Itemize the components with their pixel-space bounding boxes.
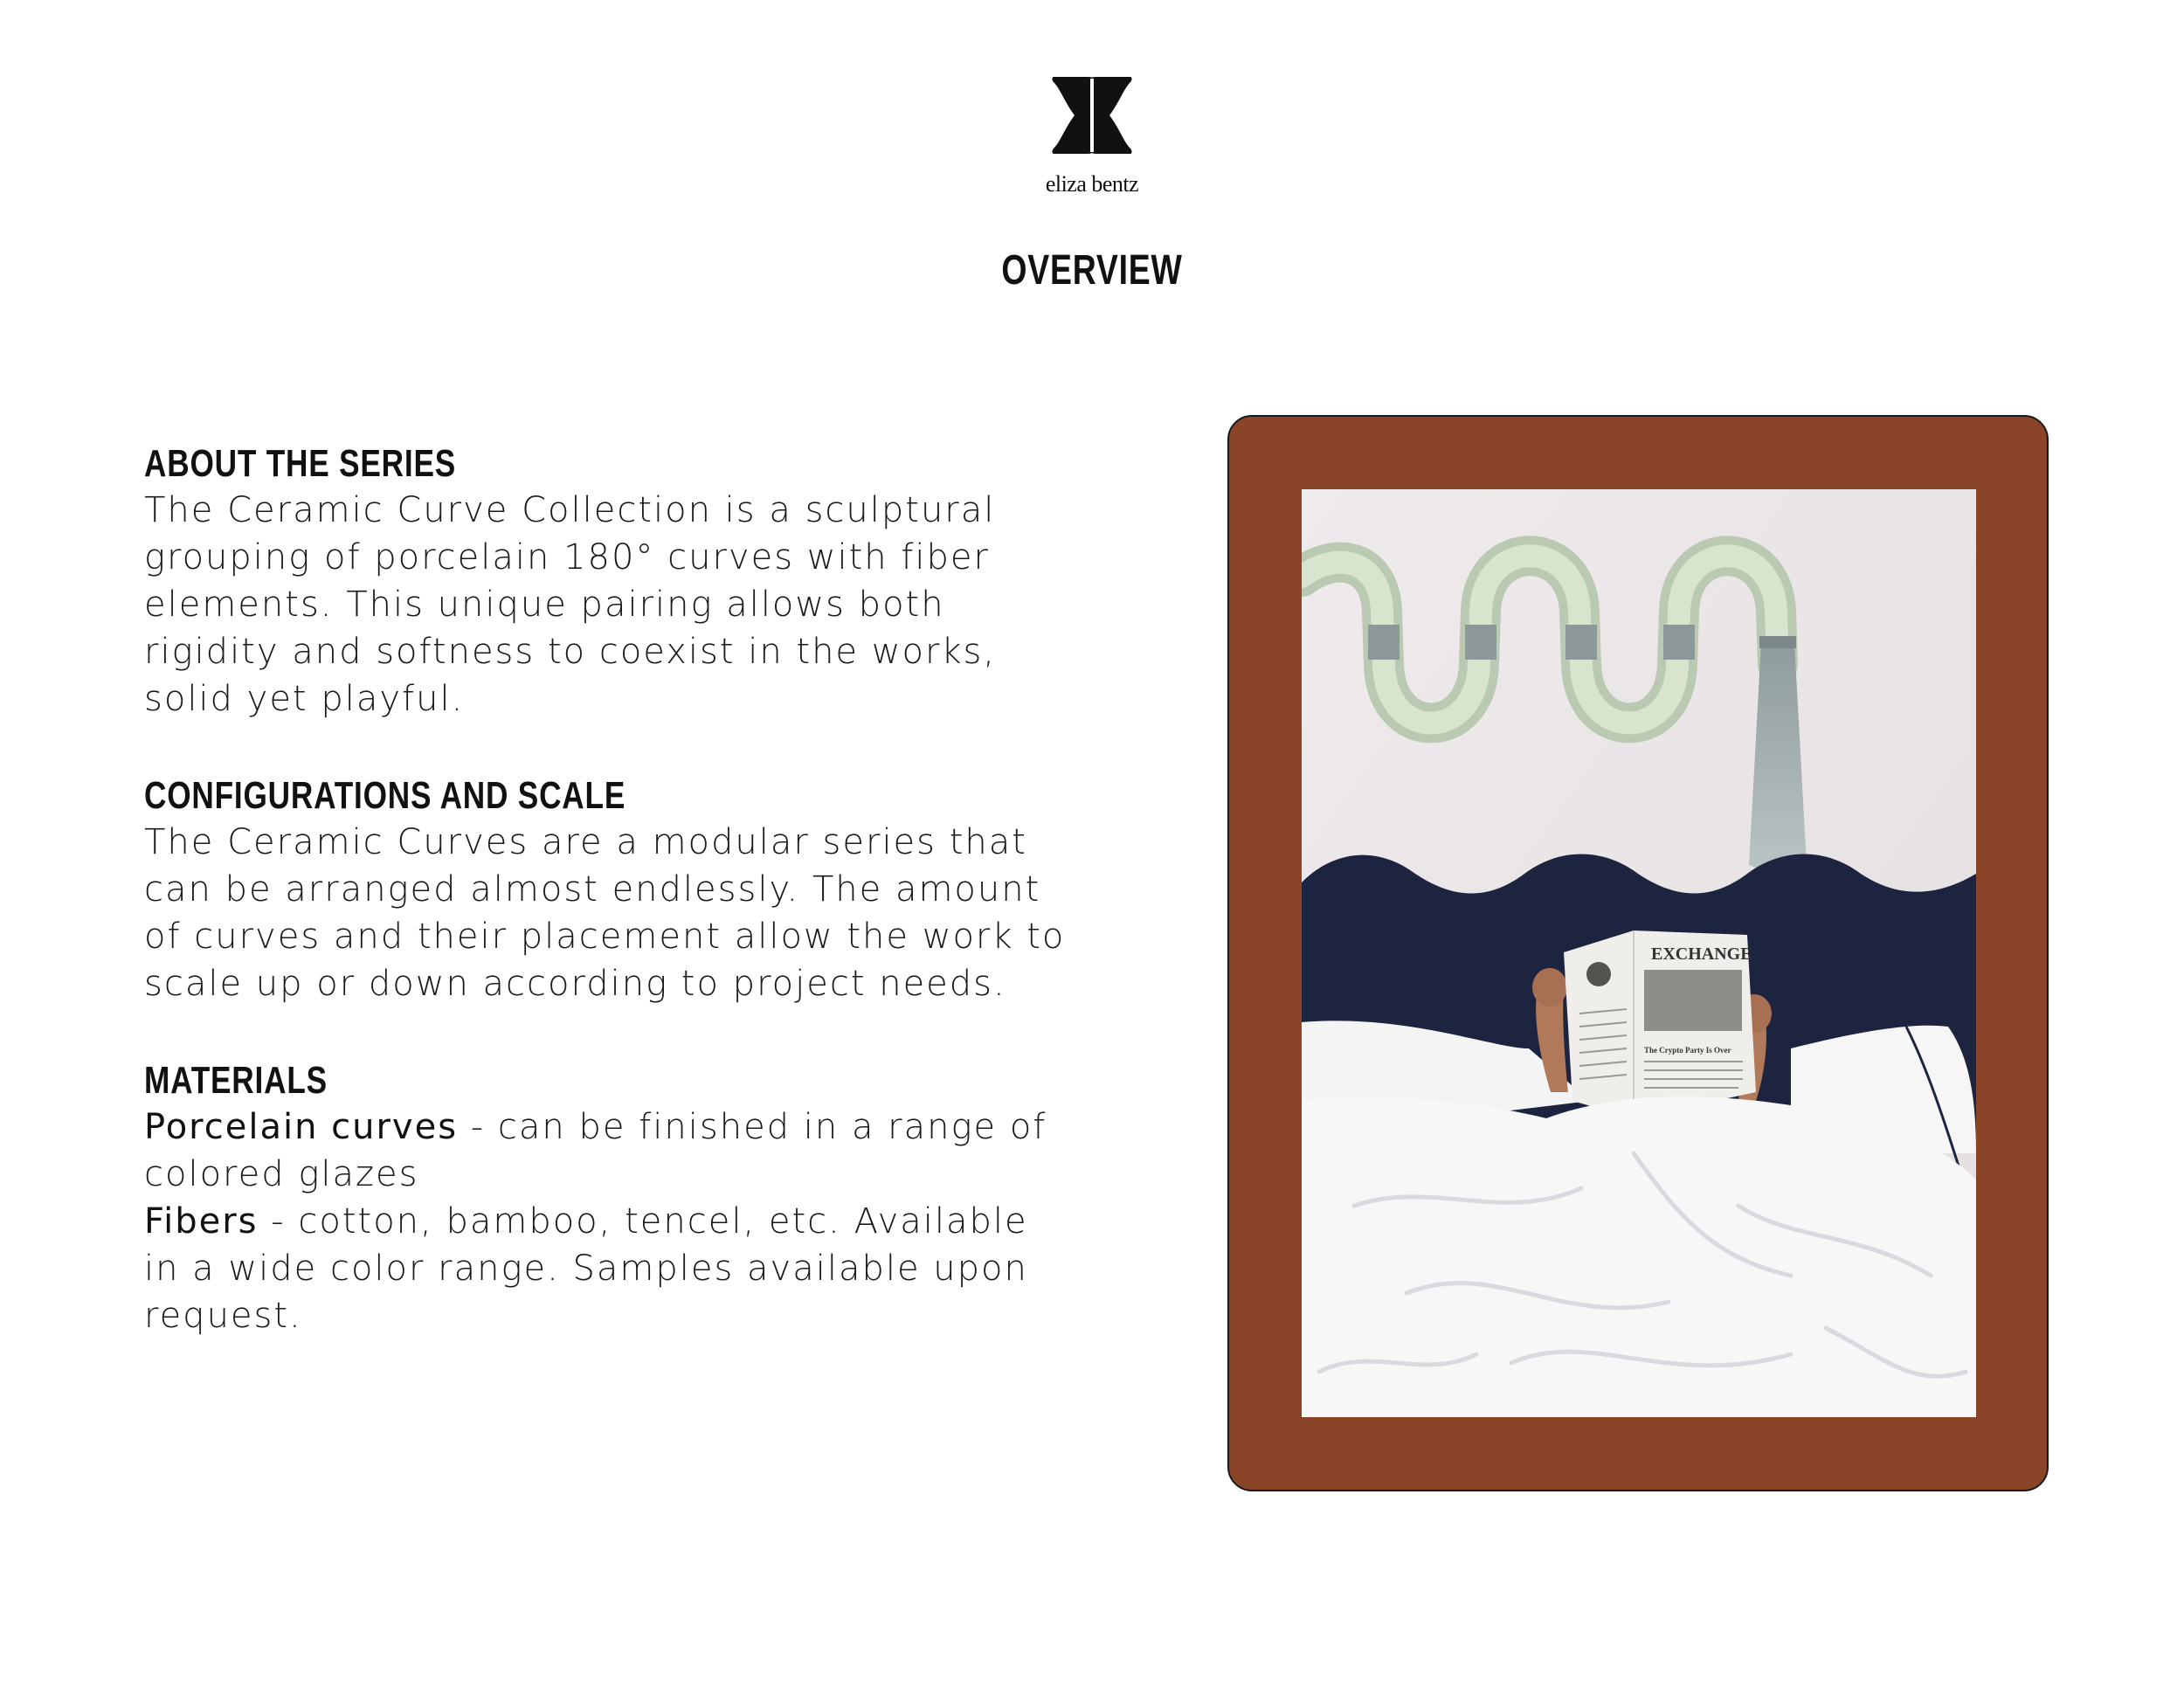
page-title: OVERVIEW bbox=[1001, 247, 1183, 294]
configurations-heading: CONFIGURATIONS AND SCALE bbox=[144, 774, 626, 817]
material-fibers bbox=[144, 1198, 1070, 1339]
newspaper-masthead: EXCHANGE bbox=[1651, 944, 1752, 964]
materials-heading: MATERIALS bbox=[144, 1059, 328, 1102]
material-desc: - can be finished in a range of colored glazes bbox=[144, 1107, 1047, 1194]
about-body: The Ceramic Curve Collection is a sculptural grouping of porcelain 180° curves with fiber elements. This unique pairing allows both rigidity and softness to coexist in the works, solid yet playful. bbox=[144, 490, 997, 719]
configurations-body: The Ceramic Curves are a modular series that can be arranged almost endlessly. The amount of curves and their placement allow the work to scale up or down according to project needs. bbox=[144, 822, 1066, 1004]
overview-text bbox=[144, 441, 1070, 1390]
material-name: Porcelain curves bbox=[144, 1107, 459, 1147]
material-desc: - cotton, bamboo, tencel, etc. Available in a wide color range. Samples available upon request. bbox=[144, 1201, 1028, 1336]
configurations-section bbox=[144, 773, 1070, 1007]
newspaper bbox=[1564, 930, 1756, 1118]
bedroom-photo bbox=[1302, 489, 1976, 1417]
material-name: Fibers bbox=[144, 1201, 259, 1242]
materials-section bbox=[144, 1058, 1070, 1339]
material-porcelain bbox=[144, 1103, 1070, 1198]
duvet bbox=[1302, 1097, 1976, 1417]
brand-name: eliza bentz bbox=[1045, 171, 1139, 197]
about-section bbox=[144, 441, 1070, 723]
newspaper-headline: The Crypto Party Is Over bbox=[1644, 1046, 1731, 1055]
photo-frame bbox=[1227, 415, 2049, 1491]
about-heading: ABOUT THE SERIES bbox=[144, 442, 457, 485]
brand-logo bbox=[1044, 72, 1140, 203]
double-b-monogram-icon bbox=[1048, 72, 1136, 159]
